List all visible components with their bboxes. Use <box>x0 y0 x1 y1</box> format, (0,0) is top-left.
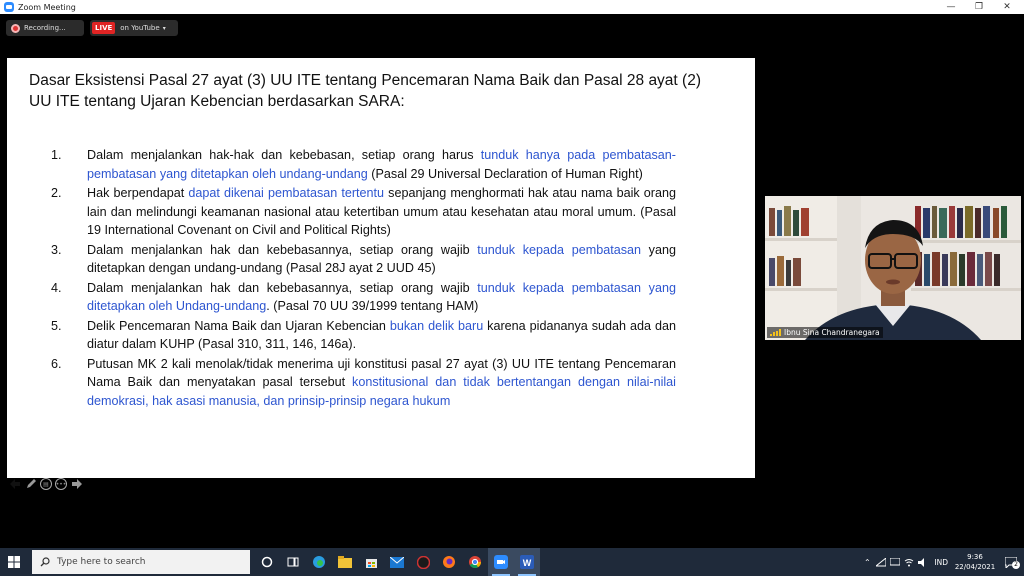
list-item-number: 6. <box>51 356 62 371</box>
edge-icon[interactable] <box>306 548 332 576</box>
slide-list-item <box>51 317 676 354</box>
participant-name: Ibnu Sina Chandranegara <box>784 328 880 337</box>
svg-text:W: W <box>522 558 532 568</box>
body-text: Dalam menjalankan hak-hak dan kebebasan, setiap orang harus <box>87 148 481 162</box>
list-item-text <box>87 279 676 316</box>
search-placeholder: Type here to search <box>57 557 146 567</box>
body-text: (Pasal 29 Universal Declaration of Human Right) <box>367 166 643 181</box>
list-item-text <box>87 146 676 183</box>
window-titlebar <box>0 0 1024 14</box>
chevron-down-icon: ▾ <box>162 24 166 32</box>
zoom-app-icon <box>4 2 14 12</box>
signal-strength-icon <box>770 329 781 336</box>
network-icon[interactable] <box>874 548 888 576</box>
clock-date: 22/04/2021 <box>954 563 996 571</box>
search-icon <box>40 557 50 567</box>
highlighted-text: bukan delik baru <box>389 318 484 333</box>
slide-list-item <box>51 146 676 183</box>
list-item-number: 5. <box>51 318 62 333</box>
highlight-icon[interactable]: ▤ <box>40 478 52 490</box>
close-button[interactable]: ✕ <box>1003 2 1011 12</box>
highlighted-text: dapat dikenai pembatasan tertentu <box>188 186 385 200</box>
notifications-icon[interactable] <box>998 548 1024 576</box>
slide-list-item <box>51 184 676 240</box>
live-badge: LIVE <box>92 22 115 34</box>
arrow-left-icon[interactable] <box>8 478 21 491</box>
window-title: Zoom Meeting <box>18 2 76 12</box>
list-item-text <box>87 241 676 278</box>
video-frame <box>765 196 1021 340</box>
body-text: Dalam menjalankan hak dan kebebasannya, setiap orang wajib <box>87 280 478 295</box>
word-icon[interactable] <box>514 548 540 576</box>
clock[interactable] <box>952 552 998 572</box>
cortana-icon[interactable] <box>254 548 280 576</box>
firefox-icon[interactable] <box>436 548 462 576</box>
minimize-button[interactable]: — <box>946 2 956 12</box>
antivirus-icon[interactable] <box>410 548 436 576</box>
slide-list <box>51 146 676 411</box>
chrome-icon[interactable] <box>462 548 488 576</box>
participant-video[interactable] <box>765 196 1021 340</box>
highlighted-text: tunduk kepada pembatasan <box>477 242 642 257</box>
list-item-number: 3. <box>51 242 62 257</box>
list-item-text <box>87 355 676 411</box>
recording-label: Recording... <box>24 24 66 32</box>
chevron-up-icon[interactable]: ⌃ <box>864 557 871 567</box>
system-tray <box>860 548 1024 576</box>
live-stream-dropdown[interactable] <box>90 20 178 36</box>
highlighted-text: konstitusional dan tidak bertentangan dengan nilai-nilai demokrasi, hak asasi manusia, dan prinsip-prinsip negara hukum <box>87 375 676 408</box>
taskbar-search-box[interactable] <box>32 550 250 574</box>
slide-title: Dasar Eksistensi Pasal 27 ayat (3) UU ITE tentang Pencemaran Nama Baik dan Pasal 28 ayat (2) UU ITE tentang Ujaran Kebencian berdasarkan SARA: <box>29 72 701 110</box>
store-icon[interactable] <box>358 548 384 576</box>
slide-toolbar <box>8 477 83 491</box>
slide-list-item <box>51 241 676 278</box>
windows-taskbar <box>0 548 1024 576</box>
list-item-number: 4. <box>51 280 62 295</box>
body-text: Hak berpendapat <box>87 186 189 200</box>
zoom-icon[interactable] <box>488 548 514 576</box>
body-text: yang ditetapkan dengan undang-undang (Pasal 28J ayat 2 UUD 45) <box>87 242 676 275</box>
menu-dots-icon[interactable]: ••• <box>55 478 67 490</box>
body-text: Dalam menjalankan hak dan kebebasannya, setiap orang wajib <box>87 242 478 257</box>
body-text: Delik Pencemaran Nama Baik dan Ujaran Kebencian <box>87 318 390 333</box>
pen-icon[interactable] <box>24 478 37 491</box>
slide-list-item <box>51 355 676 411</box>
arrow-right-icon[interactable] <box>70 478 83 491</box>
volume-icon[interactable] <box>916 548 930 576</box>
list-item-number: 1. <box>51 148 62 162</box>
notification-count: 2 <box>1012 561 1020 569</box>
highlighted-text: tunduk kepada pembatasan yang ditetapkan oleh Undang-undang <box>87 280 676 313</box>
highlighted-text: tunduk hanya pada pembatasan-pembatasan yang ditetapkan oleh undang-undang <box>87 148 676 181</box>
windows-start-icon[interactable] <box>0 548 28 576</box>
mail-icon[interactable] <box>384 548 410 576</box>
language-indicator[interactable]: IND <box>934 557 948 567</box>
file-explorer-icon[interactable] <box>332 548 358 576</box>
participant-name-tag <box>767 327 883 338</box>
list-item-number: 2. <box>51 186 62 200</box>
list-item-text <box>87 184 676 240</box>
wifi-icon[interactable] <box>902 548 916 576</box>
slide-list-item <box>51 279 676 316</box>
recording-indicator[interactable] <box>6 20 84 36</box>
display-icon[interactable] <box>888 548 902 576</box>
live-target-label: on YouTube <box>120 24 160 32</box>
body-text: karena pidananya sudah ada dan diatur dalam KUHP (Pasal 310, 311, 146, 146a). <box>87 318 676 351</box>
restore-button[interactable]: ❐ <box>974 2 984 12</box>
shared-screen-slide <box>7 58 755 478</box>
body-text: sepanjang menghormati hak atau nama baik orang lain dan melindungi keamanan nasional atau ketertiban umum atau kesehatan atau moral umum. (Pasal 19 International Covenant on Civil and Political Rights) <box>87 186 677 237</box>
body-text: . (Pasal 70 UU 39/1999 tentang HAM) <box>266 299 479 313</box>
record-icon <box>11 24 20 33</box>
list-item-text <box>87 317 676 354</box>
task-view-icon[interactable] <box>280 548 306 576</box>
clock-time: 9:36 <box>967 553 983 561</box>
body-text: Putusan MK 2 kali menolak/tidak menerima uji konstitusi pasal 27 ayat (3) UU ITE tentang Pencemaran Nama Baik dan menyatakan pasal tersebut <box>87 356 676 389</box>
